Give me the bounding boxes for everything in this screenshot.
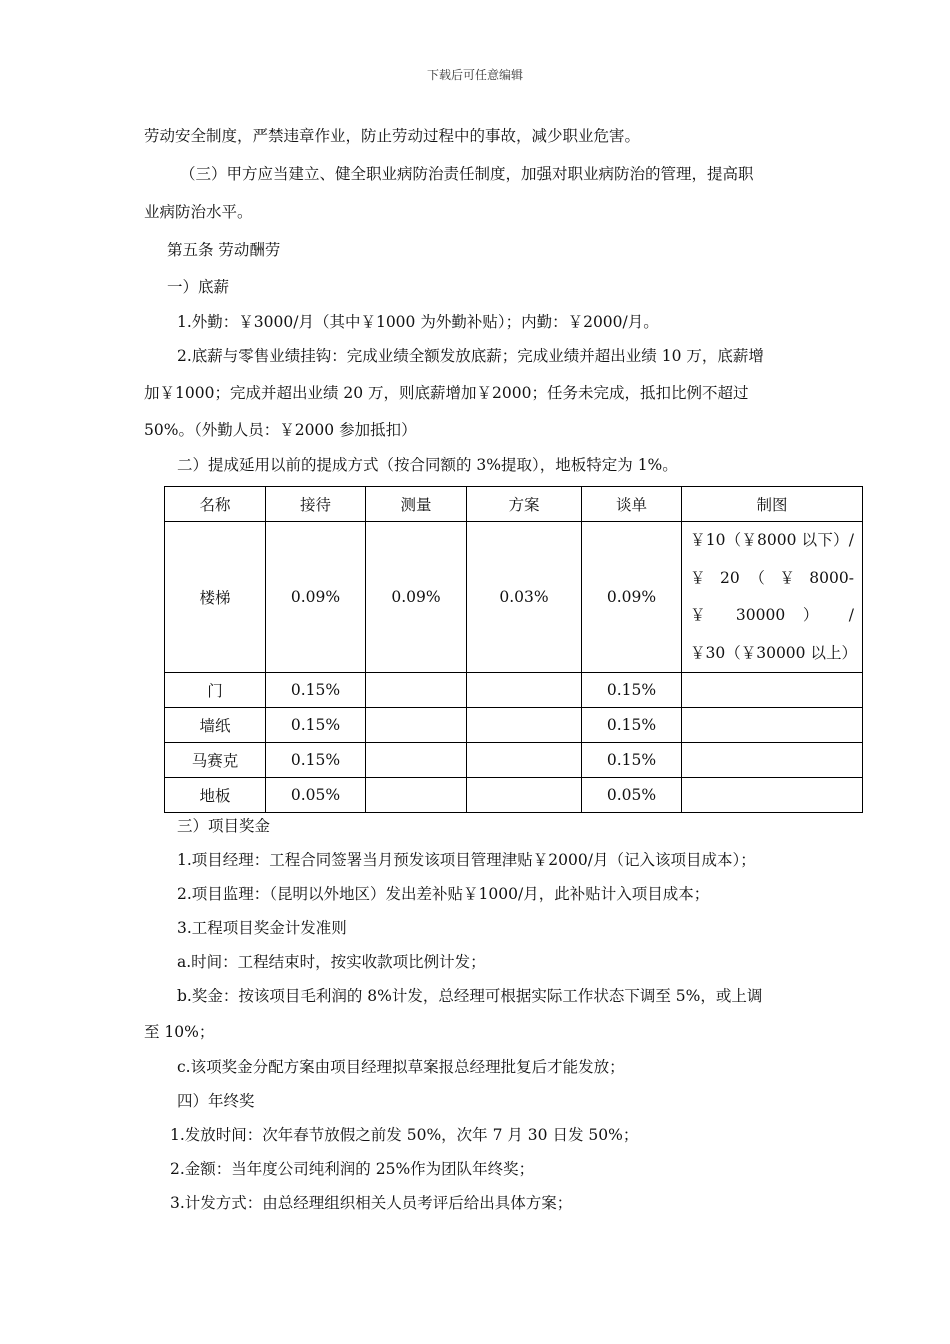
table-cell-plan <box>467 673 582 708</box>
section-project-bonus: 三）项目奖金 <box>177 817 271 835</box>
paragraph-project-supervisor: 2.项目监理：（昆明以外地区）发出差补贴￥1000/月，此补贴计入项目成本； <box>177 885 710 903</box>
column-header-plan: 方案 <box>467 487 582 522</box>
table-cell-name: 地板 <box>165 778 266 813</box>
table-cell-negotiation: 0.15% <box>582 673 682 708</box>
paragraph-occupational-disease-line1: （三）甲方应当建立、健全职业病防治责任制度，加强对职业病防治的管理，提高职 <box>180 165 754 183</box>
table-cell-measurement <box>366 778 467 813</box>
table-row <box>165 708 863 743</box>
table-cell-measurement <box>366 673 467 708</box>
table-cell-drawing <box>682 778 863 813</box>
table-header-row <box>165 487 863 522</box>
paragraph-year-end-amount: 2.金额：当年度公司纯利润的 25%作为团队年终奖； <box>170 1160 535 1178</box>
table-cell-plan: 0.03% <box>467 522 582 673</box>
table-row <box>165 743 863 778</box>
table-cell-measurement <box>366 708 467 743</box>
paragraph-calculation-method: 3.计发方式：由总经理组织相关人员考评后给出具体方案； <box>170 1194 573 1212</box>
paragraph-safety: 劳动安全制度，严禁违章作业，防止劳动过程中的事故，减少职业危害。 <box>144 127 641 145</box>
paragraph-bonus-time: a.时间：工程结束时，按实收款项比例计发； <box>177 953 486 971</box>
table-cell-name: 马赛克 <box>165 743 266 778</box>
column-header-drawing: 制图 <box>682 487 863 522</box>
table-cell-reception: 0.15% <box>266 743 366 778</box>
table-cell-drawing <box>682 743 863 778</box>
table-cell-reception: 0.15% <box>266 708 366 743</box>
table-cell-name: 墙纸 <box>165 708 266 743</box>
table-cell-plan <box>467 743 582 778</box>
table-cell-measurement: 0.09% <box>366 522 467 673</box>
paragraph-performance-line3: 50%。（外勤人员：￥2000 参加抵扣） <box>144 421 417 439</box>
column-header-negotiation: 谈单 <box>582 487 682 522</box>
column-header-reception: 接待 <box>266 487 366 522</box>
table-row <box>165 778 863 813</box>
table-cell-plan <box>467 708 582 743</box>
table-cell-negotiation: 0.15% <box>582 743 682 778</box>
article-five-title: 第五条 劳动酬劳 <box>167 241 281 259</box>
table-cell-name: 门 <box>165 673 266 708</box>
table-cell-drawing <box>682 522 863 673</box>
table-row <box>165 522 863 673</box>
table-cell-measurement <box>366 743 467 778</box>
paragraph-bonus-rules: 3.工程项目奖金计发准则 <box>177 919 347 937</box>
drawing-fee-line: ￥30（￥30000 以上） <box>690 643 857 662</box>
table-cell-plan <box>467 778 582 813</box>
table-cell-negotiation: 0.15% <box>582 708 682 743</box>
drawing-fee-line: ￥10（￥8000 以下）/ <box>690 531 854 549</box>
table-cell-name: 楼梯 <box>165 522 266 673</box>
paragraph-field-salary: 1.外勤：￥3000/月（其中￥1000 为外勤补贴）；内勤：￥2000/月。 <box>177 313 659 331</box>
paragraph-payout-time: 1.发放时间：次年春节放假之前发 50%，次年 7 月 30 日发 50%； <box>170 1126 639 1144</box>
table-cell-drawing <box>682 708 863 743</box>
table-cell-reception: 0.09% <box>266 522 366 673</box>
table-cell-negotiation: 0.09% <box>582 522 682 673</box>
paragraph-bonus-distribution: c.该项奖金分配方案由项目经理拟草案报总经理批复后才能发放； <box>177 1058 625 1076</box>
table-cell-reception: 0.15% <box>266 673 366 708</box>
paragraph-bonus-amount-line1: b.奖金：按该项目毛利润的 8%计发，总经理可根据实际工作状态下调至 5%，或上调 <box>177 987 763 1005</box>
page-header: 下载后可任意编辑 <box>426 68 523 82</box>
paragraph-occupational-disease-line2: 业病防治水平。 <box>144 203 253 221</box>
table-row <box>165 673 863 708</box>
column-header-measurement: 测量 <box>366 487 467 522</box>
paragraph-performance-line2: 加￥1000；完成并超出业绩 20 万，则底薪增加￥2000；任务未完成，抵扣比例不超过 <box>144 384 749 402</box>
column-header-name: 名称 <box>165 487 266 522</box>
paragraph-bonus-amount-line2: 至 10%； <box>144 1023 215 1041</box>
section-base-salary: 一）底薪 <box>167 278 230 296</box>
table-cell-reception: 0.05% <box>266 778 366 813</box>
table-cell-drawing <box>682 673 863 708</box>
table-cell-negotiation: 0.05% <box>582 778 682 813</box>
section-year-end-bonus: 四）年终奖 <box>177 1092 255 1110</box>
drawing-fee-line: ￥ 30000 ） / <box>690 606 854 624</box>
section-commission: 二）提成延用以前的提成方式（按合同额的 3%提取），地板特定为 1%。 <box>177 456 678 474</box>
paragraph-project-manager: 1.项目经理：工程合同签署当月预发该项目管理津贴￥2000/月（记入该项目成本）； <box>177 851 756 869</box>
drawing-fee-line: ￥ 20 （ ￥ 8000- <box>690 568 854 587</box>
commission-table <box>164 486 863 813</box>
paragraph-performance-line1: 2.底薪与零售业绩挂钩：完成业绩全额发放底薪；完成业绩并超出业绩 10 万，底薪增 <box>177 347 764 365</box>
